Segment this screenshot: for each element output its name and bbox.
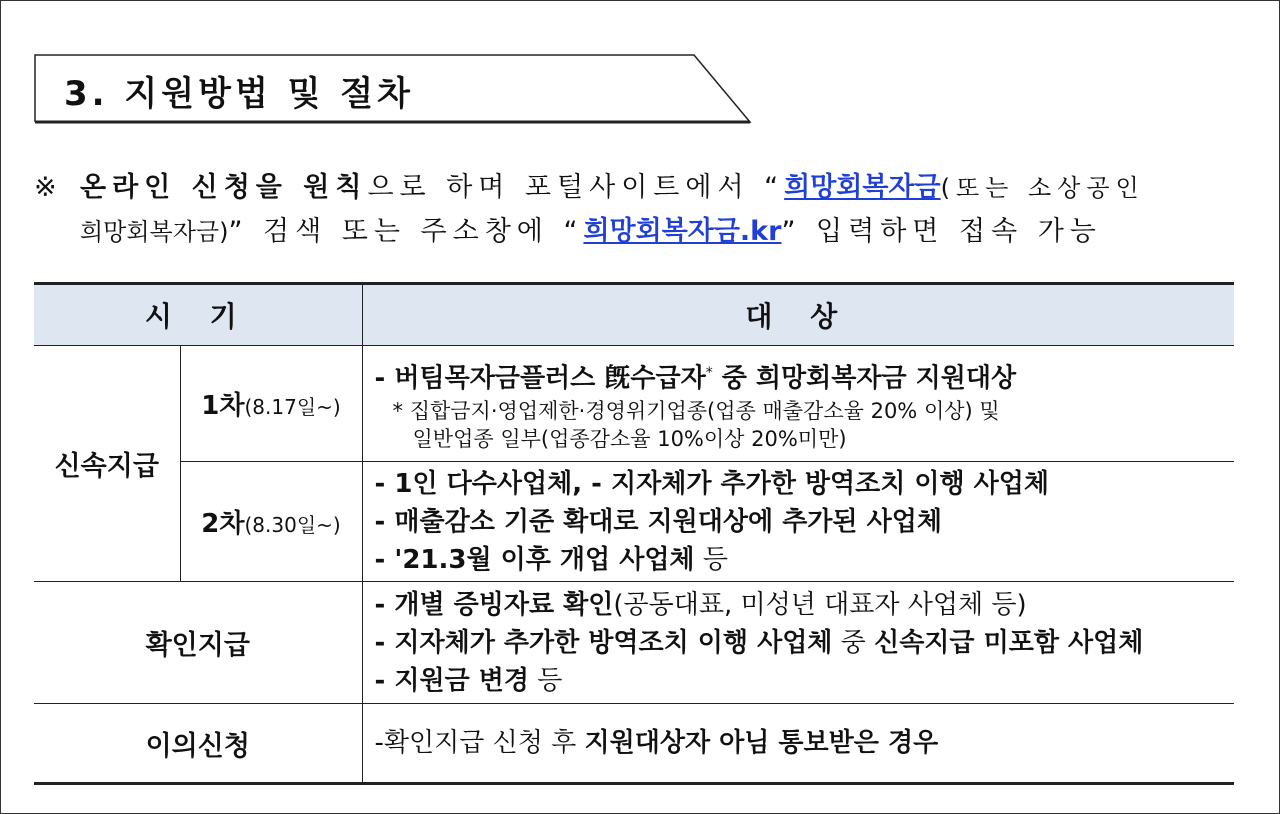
phase-1-note-1: * 집합금지·영업제한·경영위기업종(업종 매출감소율 20% 이상) 및 [392, 399, 1000, 424]
confirm-line-1: - 개별 증빙자료 확인 [374, 589, 614, 620]
category-objection: 이의신청 [34, 704, 362, 784]
phase-1-period: (8.17일~) [244, 395, 341, 419]
confirm-line-2-mid: 중 [832, 627, 875, 658]
keyword-link[interactable]: 희망회복자금 [784, 172, 941, 203]
footnote-mark: * [705, 364, 713, 381]
notice-bold-text: 온라인 신청을 원칙 [80, 172, 368, 203]
header-target: 대 상 [362, 284, 1234, 346]
confirm-line-1-rest: (공동대표, 미성년 대표자 사업체 등) [613, 589, 1027, 620]
category-confirm: 확인지급 [34, 582, 362, 704]
phase-2-label: 2차 [201, 509, 245, 539]
phase-2-period: (8.30일~) [244, 513, 341, 537]
notice-paragraph [34, 166, 1244, 254]
notice-text-2: ” 검색 또는 주소창에 “ [228, 216, 584, 247]
table-row [34, 704, 1234, 784]
confirm-desc [362, 582, 1234, 704]
objection-line-1-bold: 지원대상자 아님 통보받은 경우 [584, 728, 939, 758]
confirm-line-3-rest: 등 [529, 665, 563, 696]
objection-desc [362, 704, 1234, 784]
phase-1-line-1b: 중 희망회복자금 지원대상 [712, 363, 1017, 394]
table-header-row [34, 284, 1234, 346]
phase-1-desc [362, 346, 1234, 462]
phase-1-note-2: 일반업종 일부(업종감소율 10%이상 20%미만) [412, 427, 847, 452]
section-heading [34, 54, 754, 124]
notice-text-3: ” 입력하면 접속 가능 [781, 216, 1102, 247]
category-rapid: 신속지급 [34, 346, 180, 582]
confirm-line-2b: 신속지급 미포함 사업체 [874, 627, 1144, 658]
notice-text-1: 으로 하며 포털사이트에서 “ [367, 172, 785, 203]
header-period: 시 기 [34, 284, 362, 346]
confirm-line-3: - 지원금 변경 [374, 665, 529, 696]
phase-1 [180, 346, 362, 462]
objection-line-1: -확인지급 신청 후 [374, 728, 585, 758]
confirm-line-2: - 지자체가 추가한 방역조치 이행 사업체 [374, 627, 833, 658]
section-title: 3. 지원방법 및 절차 [64, 74, 414, 114]
phase-1-label: 1차 [201, 391, 245, 421]
phase-2-line-3-rest: 등 [694, 544, 728, 575]
address-link[interactable]: 희망회복자금.kr [583, 216, 782, 247]
table-row [34, 346, 1234, 462]
reference-mark: ※ [34, 172, 57, 203]
table-row [34, 462, 1234, 582]
phase-1-line-1: - 버팀목자금플러스 旣수급자 [374, 363, 706, 394]
procedure-table [34, 282, 1234, 785]
phase-2 [180, 462, 362, 582]
phase-2-line-2: - 매출감소 기준 확대로 지원대상에 추가된 사업체 [374, 506, 942, 537]
phase-2-desc [362, 462, 1234, 582]
phase-2-line-3: - '21.3월 이후 개업 사업체 [374, 544, 695, 575]
table-row [34, 582, 1234, 704]
notice-small-1: (또는 소상공인 [940, 174, 1145, 202]
phase-2-line-1: - 1인 다수사업체, - 지자체가 추가한 방역조치 이행 사업체 [374, 468, 1050, 499]
notice-small-2: 희망회복자금) [80, 218, 229, 246]
